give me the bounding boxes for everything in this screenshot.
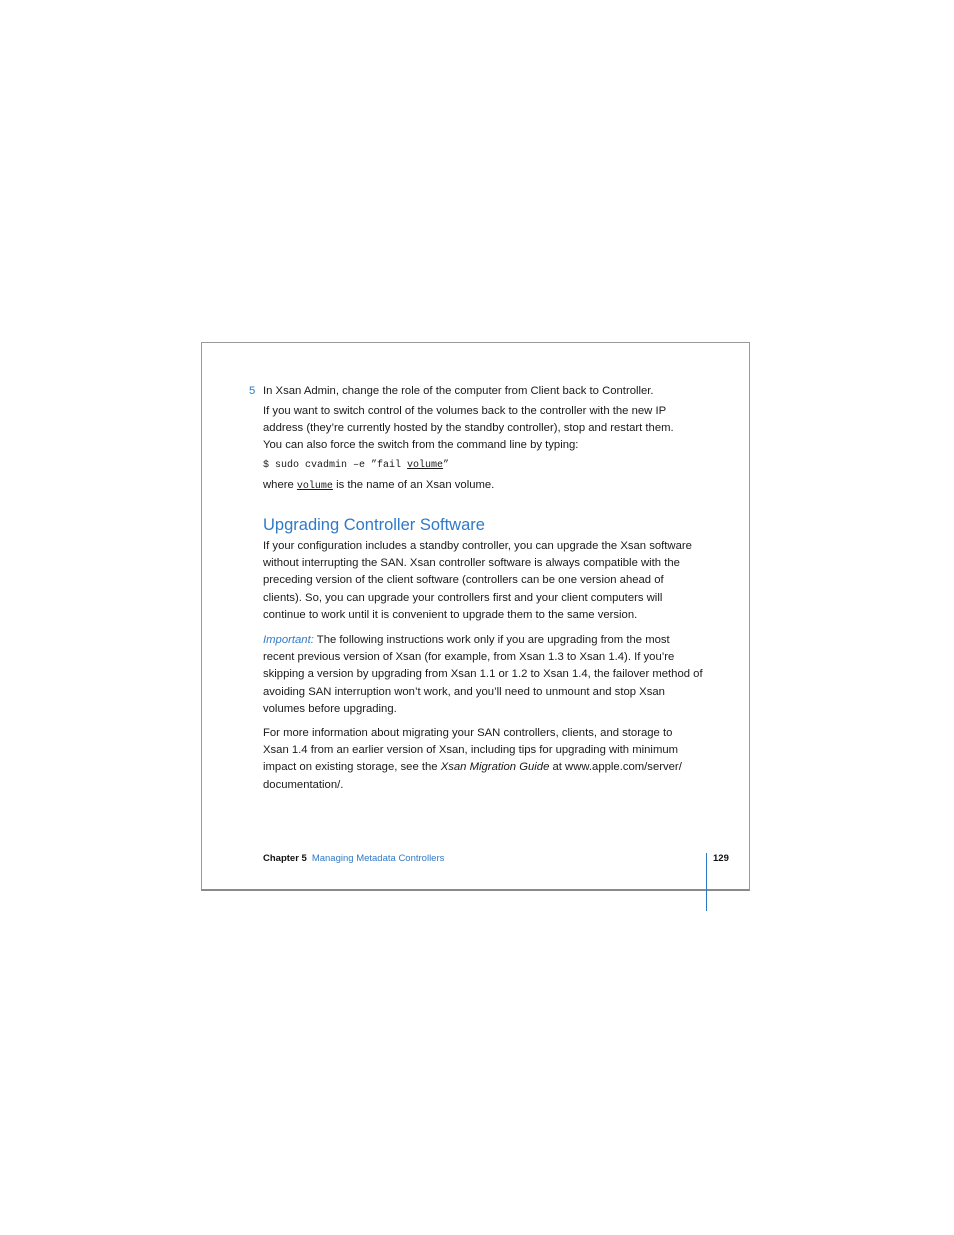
para3-line-1: For more information about migrating your SAN controllers, clients, and storage to [263, 727, 673, 739]
where-placeholder: volume [296, 481, 333, 492]
para1-line-2: without interrupting the SAN. Xsan controller software is always compatible with the [263, 557, 680, 570]
footer-divider [706, 853, 707, 911]
command-suffix: ” [443, 460, 450, 471]
para1-line-5: continue to work until it is convenient to upgrade them to the same version. [263, 608, 638, 621]
step-number: 5 [249, 385, 256, 397]
para3-line-4: documentation/. [263, 778, 344, 791]
important-line-1 [263, 632, 713, 649]
important-line-3: skipping a version by upgrading from Xsan 1.1 or 1.2 to Xsan 1.4, the failover method of [263, 668, 703, 681]
important-text-1: The following instructions work only if you are upgrading from the most [313, 634, 670, 646]
para1-line-1: If your configuration includes a standby controller, you can upgrade the Xsan software [263, 540, 692, 552]
page-number: 129 [713, 853, 729, 864]
command-placeholder: volume [407, 460, 444, 471]
important-line-4: avoiding SAN interruption won’t work, and you’ll need to unmount and stop Xsan [263, 685, 665, 698]
step-text: In Xsan Admin, change the role of the computer from Client back to Controller. [263, 385, 654, 397]
switch-line-3: You can also force the switch from the command line by typing: [263, 439, 579, 452]
chapter-title: Managing Metadata Controllers [311, 853, 445, 864]
important-label: Important: [263, 634, 314, 646]
section-paragraph-3 [263, 725, 708, 794]
para1-line-3: preceding version of the client software (controllers can be one version ahead of [263, 574, 664, 587]
para3-line-3-before: impact on existing storage, see the [263, 761, 441, 774]
migration-guide-title: Xsan Migration Guide [440, 761, 550, 774]
para3-line-3-after: at www.apple.com/server/ [549, 761, 682, 774]
important-line-5: volumes before upgrading. [263, 702, 397, 715]
switch-line-1: If you want to switch control of the volumes back to the controller with the new IP [263, 405, 667, 417]
section-heading: Upgrading Controller Software [263, 516, 485, 534]
para1-line-4: clients). So, you can upgrade your controllers first and your client computers will [263, 591, 663, 604]
where-after: is the name of an Xsan volume. [332, 479, 495, 491]
important-line-2: recent previous version of Xsan (for example, from Xsan 1.3 to Xsan 1.4). If you’re [263, 651, 675, 664]
chapter-label: Chapter 5 [263, 853, 307, 864]
important-note [263, 632, 713, 718]
section-paragraph-1 [263, 538, 708, 624]
switch-paragraph [263, 403, 708, 455]
para3-line-3 [263, 759, 708, 776]
command-line [263, 458, 708, 474]
para3-line-2: Xsan 1.4 from an earlier version of Xsan, including tips for upgrading with minimum [263, 744, 679, 757]
where-line [263, 477, 708, 495]
where-before: where [263, 479, 297, 491]
switch-line-2: address (they’re currently hosted by the standby controller), stop and restart them. [263, 422, 674, 435]
command-prefix: $ sudo cvadmin –e ”fail [263, 460, 408, 471]
footer-chapter [263, 853, 444, 864]
